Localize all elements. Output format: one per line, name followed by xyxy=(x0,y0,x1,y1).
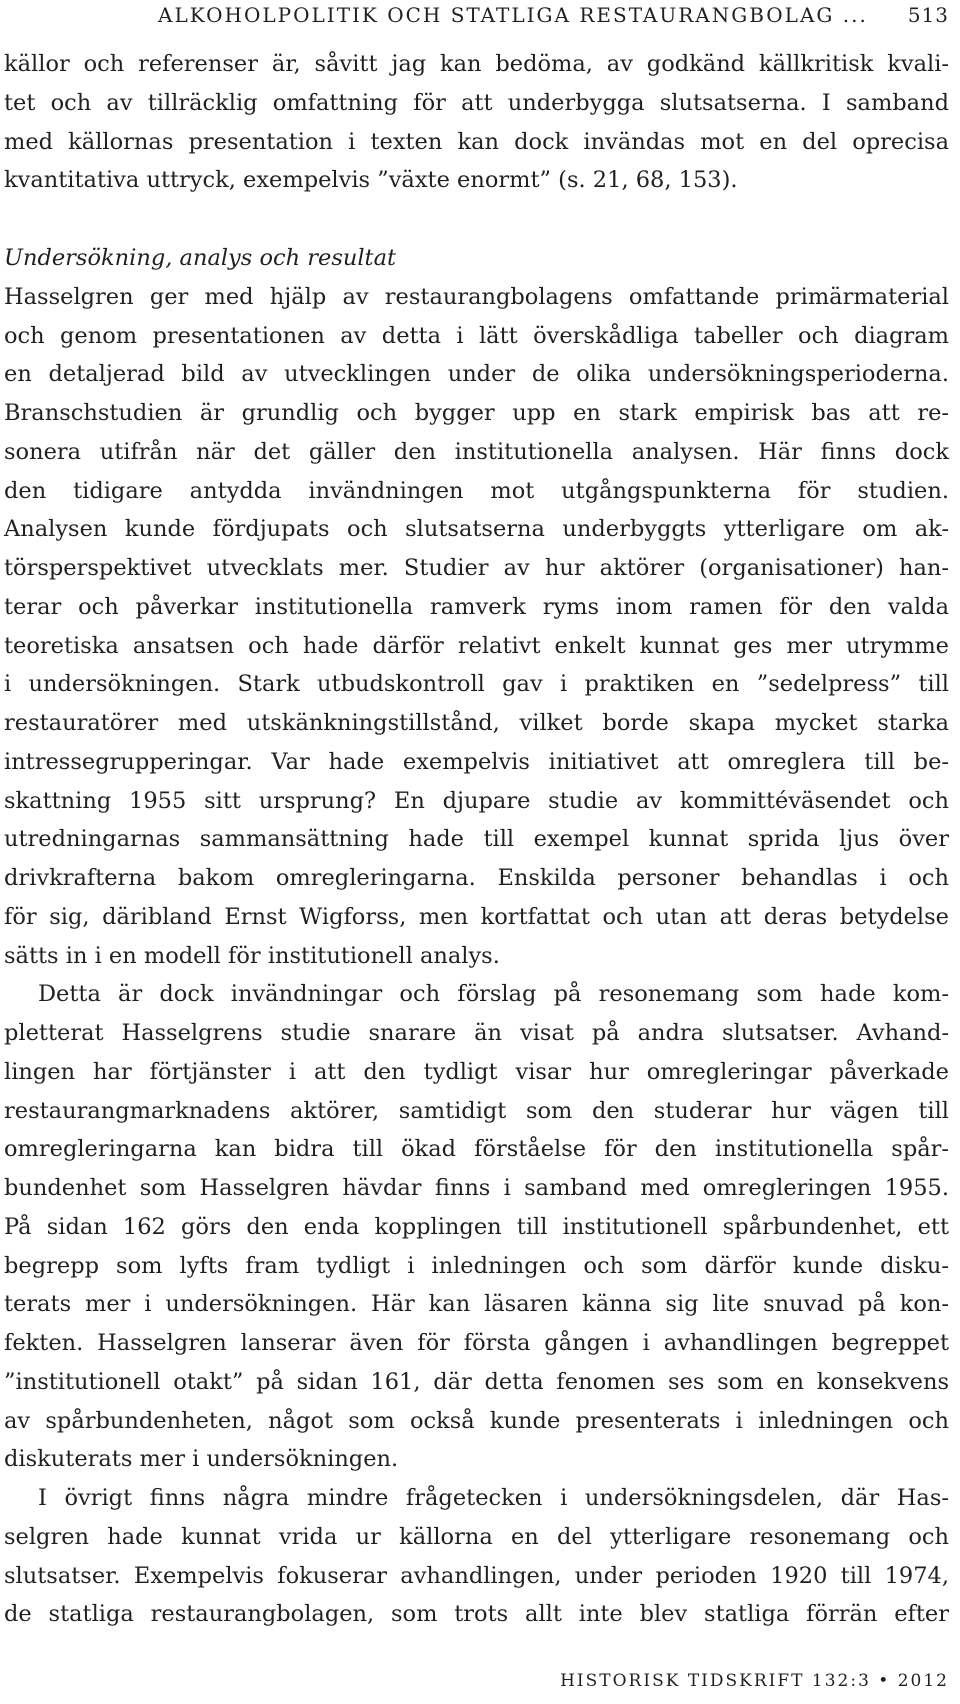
text-line: utredningarnas sammansättning hade till exempel kunnat sprida ljus över xyxy=(4,826,949,853)
text-line: och genom presentationen av detta i lätt överskådliga tabeller och diagram xyxy=(4,322,949,349)
text-line: omregleringarna kan bidra till ökad förståelse för den institutionella spår- xyxy=(4,1136,949,1163)
text-line: sonera utifrån när det gäller den institutionella analysen. Här finns dock xyxy=(4,438,949,465)
text-line: Analysen kunde fördjupats och slutsatserna underbyggts ytterligare om ak- xyxy=(4,516,949,543)
text-line: med källornas presentation i texten kan dock invändas mot en del oprecisa xyxy=(4,128,949,155)
section-spacer xyxy=(4,200,949,239)
text-line: diskuterats mer i undersökningen. xyxy=(4,1446,399,1473)
text-line: törsperspektivet utvecklats mer. Studier av hur aktörer (organisationer) han- xyxy=(4,555,949,581)
text-line: tet och av tillräcklig omfattning för att underbygga slutsatserna. I samband xyxy=(4,89,949,116)
text-line: en detaljerad bild av utvecklingen under de olika undersökningsperioderna. xyxy=(4,361,949,388)
text-line: terar och påverkar institutionella ramverk ryms inom ramen för den valda xyxy=(4,593,949,620)
text-line: källor och referenser är, såvitt jag kan bedöma, av godkänd källkritisk kvali- xyxy=(4,51,949,77)
text-line: På sidan 162 görs den enda kopplingen till institutionell spårbundenhet, ett xyxy=(4,1213,949,1240)
running-footer: HISTORISK TIDSKRIFT 132:3 • 2012 xyxy=(560,1671,949,1691)
text-line: lingen har förtjänster i att den tydligt visar hur omregleringar påverkade xyxy=(4,1058,949,1085)
text-line: Branschstudien är grundlig och bygger upp en stark empirisk bas att re- xyxy=(4,400,949,426)
text-line: teoretiska ansatsen och hade därför relativt enkelt kunnat ges mer utrymme xyxy=(4,632,949,659)
text-line: sätts in i en modell för institutionell analys. xyxy=(4,942,500,969)
text-line: ”institutionell otakt” på sidan 161, där detta fenomen ses som en konsekvens xyxy=(4,1368,949,1395)
running-header xyxy=(0,0,949,30)
text-line: terats mer i undersökningen. Här kan läsaren känna sig lite snuvad på kon- xyxy=(4,1291,949,1318)
paragraph xyxy=(4,1479,949,1634)
text-line: Detta är dock invändningar och förslag på resonemang som hade kom- xyxy=(38,981,949,1008)
text-line: slutsatser. Exempelvis fokuserar avhandlingen, under perioden 1920 till 1974, xyxy=(4,1562,949,1589)
text-line: restauratörer med utskänkningstillstånd, vilket borde skapa mycket starka xyxy=(4,710,949,736)
text-line: i undersökningen. Stark utbudskontroll gav i praktiken en ”sedelpress” till xyxy=(4,671,949,698)
text-line: intressegrupperingar. Var hade exempelvis initiativet att omreglera till be- xyxy=(4,748,949,775)
text-line: Hasselgren ger med hjälp av restaurangbolagens omfattande primärmaterial xyxy=(4,283,949,310)
text-line: pletterat Hasselgrens studie snarare än visat på andra slutsatser. Avhand- xyxy=(4,1020,949,1046)
text-line: av spårbundenheten, något som också kunde presenterats i inledningen och xyxy=(4,1407,949,1434)
text-line: restaurangmarknadens aktörer, samtidigt som den studerar hur vägen till xyxy=(4,1097,949,1124)
text-line: skattning 1955 sitt ursprung? En djupare studie av kommittéväsendet och xyxy=(4,787,949,814)
text-line: de statliga restaurangbolagen, som trots allt inte blev statliga förrän efter xyxy=(4,1601,949,1628)
text-line: den tidigare antydda invändningen mot utgångspunkterna för studien. xyxy=(4,477,949,504)
text-line: selgren hade kunnat vrida ur källorna en del ytterligare resonemang och xyxy=(4,1523,949,1550)
text-line: för sig, däribland Ernst Wigforss, men kortfattat och utan att deras betydelse xyxy=(4,903,949,930)
text-line: drivkrafterna bakom omregleringarna. Enskilda personer behandlas i och xyxy=(4,865,949,891)
section-heading: Undersökning, analys och resultat xyxy=(4,245,397,271)
text-line: I övrigt finns några mindre frågetecken i undersökningsdelen, där Has- xyxy=(38,1485,949,1511)
body-text xyxy=(4,45,949,1634)
text-line: fekten. Hasselgren lanserar även för första gången i avhandlingen begreppet xyxy=(4,1330,949,1356)
paragraph xyxy=(4,45,949,200)
page-number: 513 xyxy=(907,3,949,27)
running-title: ALKOHOLPOLITIK OCH STATLIGA RESTAURANGBOLAG ... xyxy=(158,3,868,27)
paragraph xyxy=(4,975,949,1479)
paragraph xyxy=(4,278,949,976)
text-line: bundenhet som Hasselgren hävdar finns i samband med omregleringen 1955. xyxy=(4,1175,949,1201)
text-line: kvantitativa uttryck, exempelvis ”växte enormt” (s. 21, 68, 153). xyxy=(4,167,738,194)
text-line: begrepp som lyfts fram tydligt i inledningen och som därför kunde disku- xyxy=(4,1252,949,1279)
